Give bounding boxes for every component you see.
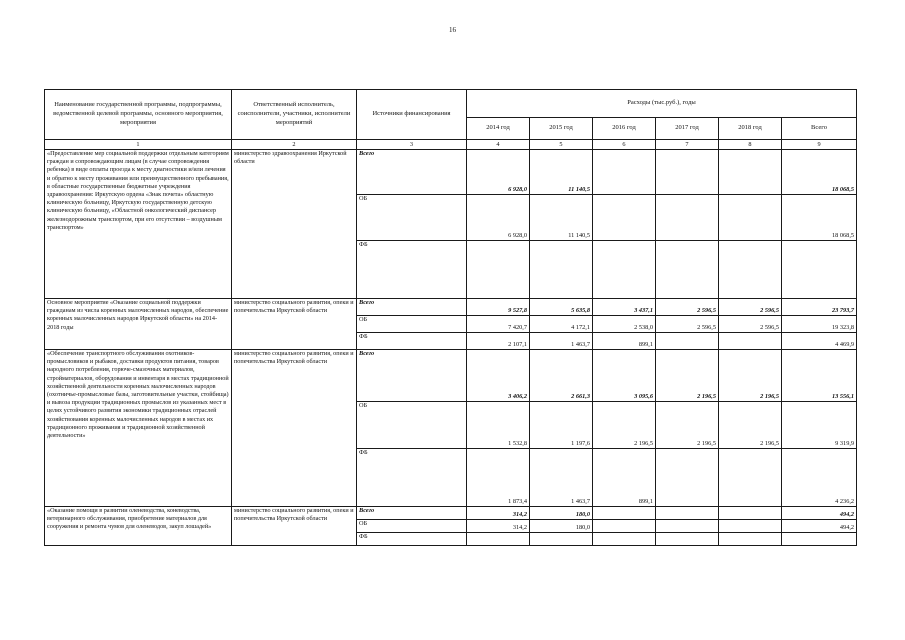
amount-cell: 2 196,5: [656, 350, 719, 402]
amount-cell: 2 196,5: [656, 402, 719, 449]
funding-source-label: ФБ: [357, 449, 467, 507]
amount-cell: 11 140,5: [530, 150, 593, 195]
page-number: 16: [449, 26, 456, 34]
table-body: [45, 150, 857, 546]
header-year: 2016 год: [593, 118, 656, 140]
amount-cell: [656, 507, 719, 520]
header-funding-source: Источники финансирования: [357, 90, 467, 140]
amount-cell: 18 068,5: [782, 195, 857, 241]
column-index: 9: [782, 140, 857, 150]
amount-cell: 2 661,3: [530, 350, 593, 402]
amount-cell: [719, 150, 782, 195]
funding-source-label: Всего: [357, 299, 467, 316]
amount-cell: [593, 150, 656, 195]
amount-cell: [656, 195, 719, 241]
amount-cell: [467, 241, 530, 299]
activity-executor: министерство социального развития, опеки и попечительства Иркутской области: [232, 507, 357, 546]
amount-cell: [656, 150, 719, 195]
funding-source-label: ОБ: [357, 316, 467, 333]
funding-source-label: ФБ: [357, 241, 467, 299]
activity-name: «Обеспечение транспортного обслуживания охотников-промысловиков и рыбаков, доставки продуктов питания, товаров народного потребления, горюче-смазочных материалов, стройматериалов, оборудования и инвентаря в местах традиционной хозяйственной деятельности коренных малочисленных народов (охотничье-промысловые базы, заготовительные участки, стойбища) и вывоза продукции традиционных промыслов из указанных мест в целях устойчивого развития экономики традиционных отраслей хозяйствования коренных малочисленных народов в местах их традиционного проживания и традиционной хозяйственной деятельности»: [45, 350, 232, 507]
amount-cell: [530, 533, 593, 546]
amount-cell: 314,2: [467, 520, 530, 533]
amount-cell: [719, 449, 782, 507]
amount-cell: 494,2: [782, 520, 857, 533]
amount-cell: 13 556,1: [782, 350, 857, 402]
amount-cell: [593, 241, 656, 299]
amount-cell: 2 107,1: [467, 333, 530, 350]
amount-cell: 180,0: [530, 520, 593, 533]
column-index-row: [45, 140, 857, 150]
amount-cell: [719, 533, 782, 546]
header-year: 2014 год: [467, 118, 530, 140]
amount-cell: 1 873,4: [467, 449, 530, 507]
amount-cell: 4 469,9: [782, 333, 857, 350]
amount-cell: 2 196,5: [593, 402, 656, 449]
activity-name: «Предоставление мер социальной поддержки отдельным категориям граждан и сопровождающим лицам (в случае сопровождения ребенка) в виде оплаты проезда к месту диагностики и/или лечения и обратно к месту проживания или преимущественного пребывания, в областные государственные бюджетные учреждения здравоохранения: Иркутскую ордена «Знак почета» областную клиническую больницу, Иркутскую государственную детскую клиническую больницу, «Областной онкологический диспансер железнодорожным транспортом, при его отсутствии – воздушным транспортом»: [45, 150, 232, 299]
activity-name: «Оказание помощи в развитии оленеводства, коневодства, ветеринарного обслуживания, приобретение материалов для сооружения и ремонта чумов для оленеводов, закуп лошадей»: [45, 507, 232, 546]
amount-cell: [593, 195, 656, 241]
column-index: 8: [719, 140, 782, 150]
amount-cell: [656, 241, 719, 299]
table-row: [45, 507, 857, 520]
funding-source-label: ОБ: [357, 402, 467, 449]
amount-cell: 899,1: [593, 449, 656, 507]
budget-table: [44, 89, 857, 546]
funding-source-label: Всего: [357, 150, 467, 195]
amount-cell: 180,0: [530, 507, 593, 520]
amount-cell: 899,1: [593, 333, 656, 350]
activity-executor: министерство социального развития, опеки и попечительства Иркутской области: [232, 350, 357, 507]
funding-source-label: ФБ: [357, 333, 467, 350]
amount-cell: [719, 195, 782, 241]
funding-source-label: ОБ: [357, 195, 467, 241]
amount-cell: [719, 520, 782, 533]
amount-cell: 2 538,0: [593, 316, 656, 333]
amount-cell: 4 236,2: [782, 449, 857, 507]
amount-cell: 7 420,7: [467, 316, 530, 333]
amount-cell: [719, 507, 782, 520]
amount-cell: 9 527,8: [467, 299, 530, 316]
header-total-column: Всего: [782, 118, 857, 140]
amount-cell: [719, 333, 782, 350]
header-year: 2018 год: [719, 118, 782, 140]
amount-cell: 314,2: [467, 507, 530, 520]
header-year: 2017 год: [656, 118, 719, 140]
amount-cell: 3 406,2: [467, 350, 530, 402]
table-row: [45, 350, 857, 402]
activity-executor: министерство здравоохранения Иркутской области: [232, 150, 357, 299]
amount-cell: [656, 533, 719, 546]
amount-cell: 2 596,5: [719, 316, 782, 333]
amount-cell: 4 172,1: [530, 316, 593, 333]
column-index: 5: [530, 140, 593, 150]
amount-cell: [593, 520, 656, 533]
amount-cell: 3 437,1: [593, 299, 656, 316]
amount-cell: 2 196,5: [719, 402, 782, 449]
header-year: 2015 год: [530, 118, 593, 140]
amount-cell: 18 068,5: [782, 150, 857, 195]
amount-cell: 11 140,5: [530, 195, 593, 241]
funding-source-label: Всего: [357, 507, 467, 520]
activity-name: Основное мероприятие «Оказание социальной поддержки гражданам из числа коренных малочисленных народов, обеспечение коренных малочисленных народов Иркутской области» на 2014-2018 годы: [45, 299, 232, 350]
amount-cell: 494,2: [782, 507, 857, 520]
header-program-name: Наименование государственной программы, подпрограммы, ведомственной целевой программы, основного мероприятия, мероприятия: [45, 90, 232, 140]
amount-cell: [593, 507, 656, 520]
column-index: 7: [656, 140, 719, 150]
amount-cell: [656, 520, 719, 533]
amount-cell: 2 596,5: [656, 316, 719, 333]
funding-source-label: Всего: [357, 350, 467, 402]
amount-cell: 1 463,7: [530, 449, 593, 507]
activity-executor: министерство социального развития, опеки и попечительства Иркутской области: [232, 299, 357, 350]
amount-cell: 23 793,7: [782, 299, 857, 316]
amount-cell: [656, 449, 719, 507]
amount-cell: 1 463,7: [530, 333, 593, 350]
amount-cell: 2 196,5: [719, 350, 782, 402]
table-row: [45, 150, 857, 195]
amount-cell: 2 596,5: [656, 299, 719, 316]
column-index: 3: [357, 140, 467, 150]
amount-cell: 6 928,0: [467, 195, 530, 241]
amount-cell: 9 319,9: [782, 402, 857, 449]
table-row: [45, 299, 857, 316]
funding-source-label: ФБ: [357, 533, 467, 546]
column-index: 6: [593, 140, 656, 150]
column-index: 4: [467, 140, 530, 150]
amount-cell: 1 197,6: [530, 402, 593, 449]
amount-cell: [719, 241, 782, 299]
amount-cell: 1 532,8: [467, 402, 530, 449]
amount-cell: [593, 533, 656, 546]
header-executor: Ответственный исполнитель, соисполнители, участники, исполнители мероприятий: [232, 90, 357, 140]
amount-cell: [530, 241, 593, 299]
amount-cell: 2 596,5: [719, 299, 782, 316]
amount-cell: [782, 241, 857, 299]
funding-source-label: ОБ: [357, 520, 467, 533]
header-expenses: Расходы (тыс.руб.), годы: [467, 90, 857, 118]
amount-cell: 6 928,0: [467, 150, 530, 195]
amount-cell: 19 323,8: [782, 316, 857, 333]
column-index: 1: [45, 140, 232, 150]
amount-cell: [656, 333, 719, 350]
amount-cell: 3 095,6: [593, 350, 656, 402]
column-index: 2: [232, 140, 357, 150]
amount-cell: [782, 533, 857, 546]
amount-cell: 5 635,8: [530, 299, 593, 316]
amount-cell: [467, 533, 530, 546]
